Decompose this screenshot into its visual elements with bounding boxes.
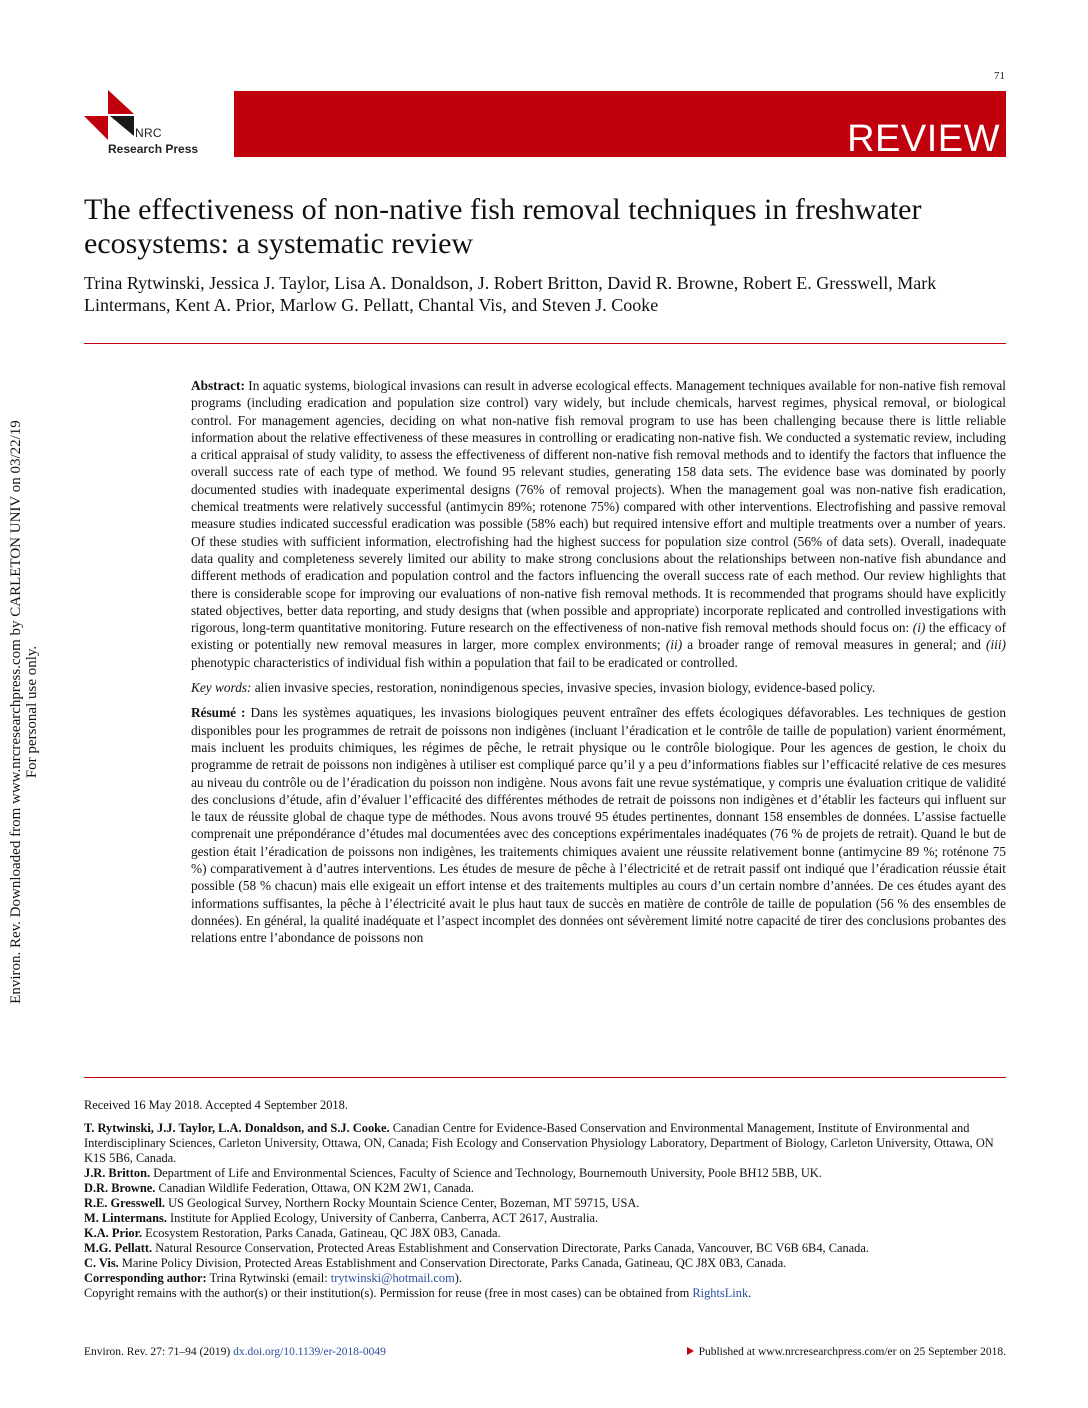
affiliation-item xyxy=(84,1166,1006,1181)
affiliation-item xyxy=(84,1241,1006,1256)
abstract-text-a: In aquatic systems, biological invasions can result in adverse ecological effects. Management techniques available for non-native fish removal programs (including eradication and population size control) vary widely, but include chemicals, harvest regimes, physical removal, or biological control. For management agencies, deciding on what non-native fish removal program to use has been challenging because there is little reliable information about the relative effectiveness of these measures in controlling or eradicating non-native fish. We conducted a systematic review, including a critical appraisal of study validity, to assess the effectiveness of different non-native fish removal methods and to identify the factors that influence the overall success rate of each type of method. We found 95 relevant studies, generating 158 data sets. The evidence base was dominated by poorly documented studies with inadequate experimental designs (76% of removal projects). When the management goal was non-native fish eradication, chemical treatments were relatively successful (antimycin 89%; rotenone 75%) compared with other interventions. Electrofishing and passive removal measure studies indicated successful eradication was possible (58% each) but required intensive effort and multiple treatments over a number of years. Of these studies with sufficient information, electrofishing had the highest success for population size control (56% of data sets). Overall, inadequate data quality and completeness severely limited our ability to make strong conclusions about the relationships between non-native fish abundance and different methods of eradication and population control and the factors influencing the overall success rate of each method. Our review highlights that there is considerable scope for improving our evaluations of non-native fish removal methods. It is recommended that programs should have explicitly stated objectives, better data reporting, and study designs that (when possible and appropriate) incorporate replicated and controlled investigations with rigorous, long-term quantitative monitoring. Future research on the effectiveness of non-native fish removal methods should focus on: xyxy=(191,378,1006,636)
abstract-text-b: the efficacy of existing or potentially new removal measures in larger, more complex environments; xyxy=(191,620,1007,653)
section-banner xyxy=(234,91,1006,160)
abstract-paragraph xyxy=(191,377,1006,671)
download-watermark-line1: Environ. Rev. Downloaded from www.nrcresearchpress.com by CARLETON UNIV on 03/22/19 xyxy=(8,420,24,1004)
arrow-icon xyxy=(687,1347,694,1355)
affiliation-item xyxy=(84,1121,1006,1166)
keywords-paragraph xyxy=(191,679,1006,696)
copyright-end: . xyxy=(748,1286,752,1300)
affiliation-names: K.A. Prior. xyxy=(84,1226,143,1240)
abstract-num-iii: (iii) xyxy=(986,637,1006,653)
article-authors: Trina Rytwinski, Jessica J. Taylor, Lisa A. Donaldson, J. Robert Britton, David R. Browne, Robert E. Gresswell, Mark Lintermans, Kent A. Prior, Marlow G. Pellatt, Chantal Vis, and Steven J. Cooke xyxy=(84,273,937,315)
download-watermark xyxy=(8,360,40,1064)
affiliation-text: Institute for Applied Ecology, University of Canberra, Canberra, ACT 2617, Australia. xyxy=(166,1211,599,1225)
logo-text-research-press: Research Press xyxy=(108,142,199,156)
keywords-text: alien invasive species, restoration, nonindigenous species, invasive species, invasion biology, evidence-based policy. xyxy=(251,680,876,696)
copyright-notice xyxy=(84,1286,1006,1301)
affiliation-names: C. Vis. xyxy=(84,1256,119,1270)
affiliation-names: T. Rytwinski, J.J. Taylor, L.A. Donaldson, and S.J. Cooke. xyxy=(84,1121,390,1135)
section-label: REVIEW xyxy=(847,118,1000,160)
copyright-text: Copyright remains with the author(s) or their institution(s). Permission for reuse (free in most cases) can be obtained from xyxy=(84,1286,693,1300)
rightslink-link[interactable]: RightsLink xyxy=(692,1286,749,1300)
affiliation-names: R.E. Gresswell. xyxy=(84,1196,165,1210)
affiliation-item xyxy=(84,1211,1006,1226)
top-divider xyxy=(84,343,1006,344)
received-dates: Received 16 May 2018. Accepted 4 September 2018. xyxy=(84,1098,348,1112)
affiliation-item xyxy=(84,1181,1006,1196)
affiliation-names: M. Lintermans. xyxy=(84,1211,167,1225)
download-watermark-line2: For personal use only. xyxy=(24,645,40,779)
journal-citation: Environ. Rev. 27: 71–94 (2019) xyxy=(84,1346,234,1358)
bottom-divider xyxy=(84,1077,1006,1078)
corresponding-author xyxy=(84,1271,1006,1286)
article-title: The effectiveness of non-native fish removal techniques in freshwater ecosystems: a systematic review xyxy=(84,193,922,260)
corresponding-email-link[interactable]: trytwinski@hotmail.com xyxy=(330,1271,455,1285)
abstract-label: Abstract: xyxy=(191,378,245,393)
resume-text: Dans les systèmes aquatiques, les invasions biologiques peuvent entraîner des effets écologiques défavorables. Les techniques de gestion disponibles pour les programmes de retrait de poissons non indigènes (incluant l’éradication et le contrôle de taille de population) varient énormément, mais incluent les produits chimiques, les régimes de pêche, le retrait physique ou le contrôle biologique. Pour les agences de gestion, le choix du programme de retrait de poissons non indigènes à utiliser est compliqué parce qu’il y a peu d’informations fiables sur l’efficacité relative de ces mesures au niveau du contrôle ou de l’éradication du poisson non indigène. Nous avons fait une revue systématique, y compris une évaluation critique de validité des conclusions d’étude, afin d’évaluer l’efficacité des différentes méthodes de retrait de poissons non indigènes et d’établir les facteurs qui influent sur le taux de réussite global de chaque type de méthodes. Nous avons trouvé 95 études pertinentes, donnant 158 ensembles de données. L’assise factuelle comprenait une prépondérance d’études mal documentées avec des conceptions expérimentales inadéquates (76 % de projets de retrait). Quand le but de gestion était l’éradication de poissons non indigènes, les traitements chimiques avaient une réussite relativement bonne (antimycine 89 %; roténone 75 %) comparativement à d’autres interventions. Les études de mesure de pêche à l’électricité et de retrait passif ont indiqué que l’éradication réussie était possible (58 % chacun) mais elle exigeait un effort intense et des traitements multiples au cours d’un certain nombre d’années. De ces études ayant des informations suffisantes, la pêche à l’électricité avait le plus haut taux de succès en matière de contrôle de taille de population (56 % des ensembles de données). En général, la qualité inadéquate et l’aspect incomplet des données ont sévèrement limité notre capacité de tirer des conclusions probantes des relations entre l’abondance de poissons non xyxy=(191,705,1006,946)
abstract-text-d: phenotypic characteristics of individual fish within a population that fail to be eradicated or controlled. xyxy=(191,654,738,670)
logo-text-nrc: NRC xyxy=(135,126,162,140)
abstract-num-ii: (ii) xyxy=(665,637,683,653)
page-number: 71 xyxy=(994,70,1005,82)
journal-citation-bar xyxy=(84,1346,1006,1358)
affiliation-names: M.G. Pellatt. xyxy=(84,1241,153,1255)
resume-label: Résumé : xyxy=(191,705,246,721)
keywords-label: Key words: xyxy=(191,680,252,696)
corresponding-text: Trina Rytwinski (email: xyxy=(206,1271,331,1285)
affiliation-text: Marine Policy Division, Protected Areas Establishment and Conservation Directorate, Parks Canada, Gatineau, QC J8X 0B3, Canada. xyxy=(118,1256,787,1270)
abstract-section xyxy=(191,377,1006,955)
published-text: Published at www.nrcresearchpress.com/er on 25 September 2018. xyxy=(698,1346,1006,1358)
affiliation-text: US Geological Survey, Northern Rocky Mountain Science Center, Bozeman, MT 59715, USA. xyxy=(165,1196,640,1210)
affiliation-text: Canadian Wildlife Federation, Ottawa, ON K2M 2W1, Canada. xyxy=(155,1181,474,1195)
affiliation-item xyxy=(84,1256,1006,1271)
published-info xyxy=(687,1346,1006,1358)
abstract-num-i: (i) xyxy=(912,620,926,636)
corresponding-label: Corresponding author: xyxy=(84,1271,207,1285)
affiliation-item xyxy=(84,1226,1006,1241)
affiliation-text: Canadian Centre for Evidence-Based Conservation and Environmental Management, Institute of Environmental and Interdisciplinary Sciences, Carleton University, Ottawa, ON, Canada; Fish Ecology and Conservation Physiology Laboratory, Department of Biology, Carleton University, Ottawa, ON K1S 5B6, Canada. xyxy=(84,1121,994,1165)
corresponding-end: ). xyxy=(454,1271,462,1285)
abstract-text-c: a broader range of removal measures in general; and xyxy=(682,637,987,653)
affiliation-text: Natural Resource Conservation, Protected Areas Establishment and Conservation Directorate, Parks Canada, Vancouver, BC V6B 6B4, Canada. xyxy=(152,1241,869,1255)
affiliation-text: Department of Life and Environmental Sciences, Faculty of Science and Technology, Bournemouth University, Poole BH12 5BB, UK. xyxy=(150,1166,822,1180)
article-footnotes xyxy=(84,1098,1006,1301)
doi-link[interactable]: dx.doi.org/10.1139/er-2018-0049 xyxy=(233,1346,386,1358)
affiliation-item xyxy=(84,1196,1006,1211)
resume-paragraph xyxy=(191,704,1006,946)
affiliation-names: J.R. Britton. xyxy=(84,1166,151,1180)
affiliation-names: D.R. Browne. xyxy=(84,1181,156,1195)
affiliation-text: Ecosystem Restoration, Parks Canada, Gatineau, QC J8X 0B3, Canada. xyxy=(142,1226,501,1240)
